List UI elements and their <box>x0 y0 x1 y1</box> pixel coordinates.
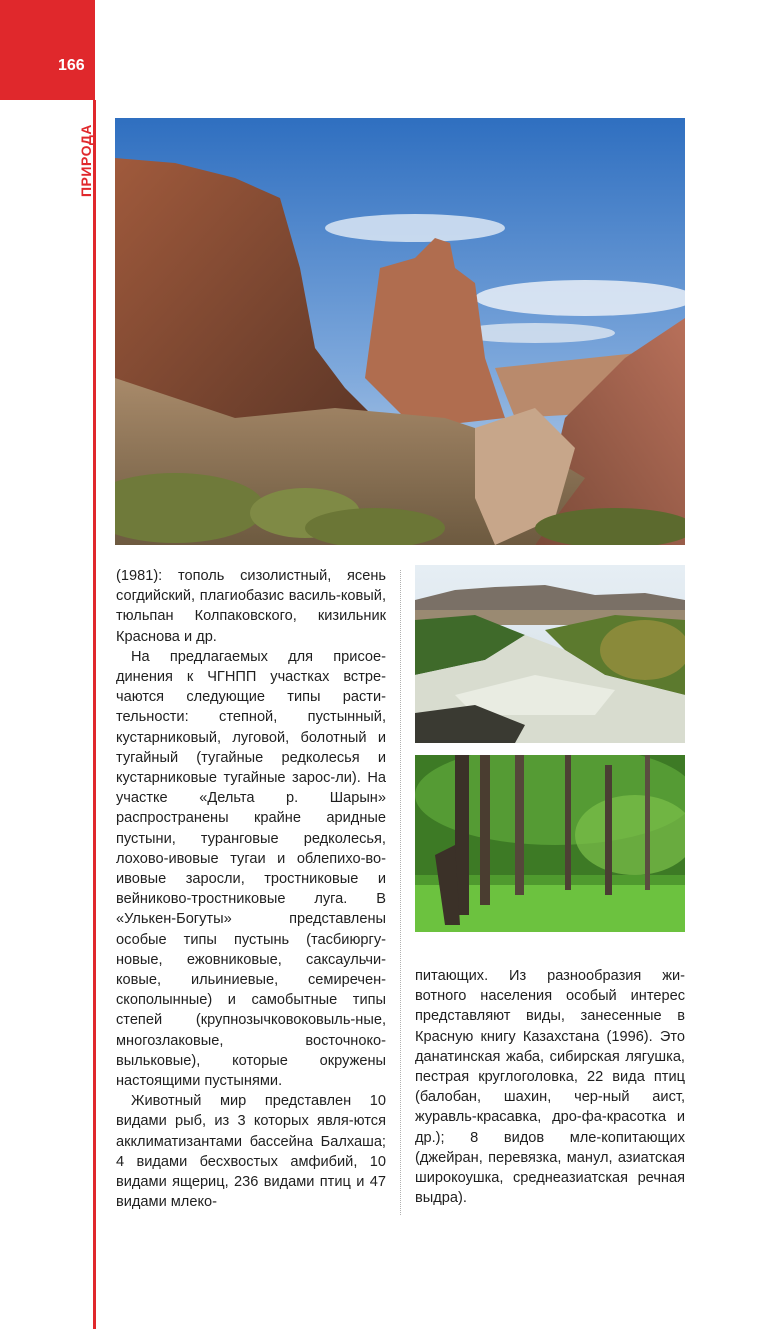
paragraph: питающих. Из разнообразия жи-вотного населения особый интерес представляют виды, занесенные в Красную книгу Казахстана (1996). Это данатинская жаба, сибирская лягушка, пестрая круглоголовка, 22 вида птиц (балобан, шахин, чер-ный аист, журавль-красавка, дро-фа-красотка и др.); 8 видов мле-копитающих (джейран, перевязка, манул, азиатская широкоушка, среднеазиатская речная выдра). <box>415 968 685 1207</box>
column-divider <box>400 570 401 1215</box>
paragraph: (1981): тополь сизолистный, ясень согдийский, плагиобазис василь-ковый, тюльпан Колпаковского, кизильник Краснова и др. <box>116 568 386 645</box>
river-photo <box>415 565 685 743</box>
paragraph: На предлагаемых для присое-динения к ЧГНПП участках встре-чаются следующие типы расти-тельности: степной, пустынный, кустарниковый, луговой, болотный и тугайный (тугайные редколесья и кустарниковые тугайные зарос-ли). На участке «Дельта р. Шарын» распространены крайне аридные пустыни, туранговые редколесья, лохово-ивовые тугаи и облепихо-во-ивовые заросли, тростниковые и вейниково-тростниковые луга. В «Улькен-Богуты» представлены особые типы пустынь (тасбиюргу-новые, ежовниковые, саксаульчи-ковые, ильиниевые, семиречен-скополынные) и самобытные типы степей (крупнозычковоковыль-ные, многозлаковые, восточноко-выльковые), которые окружены настоящими пустынями. <box>116 648 386 1090</box>
right-text-column <box>415 966 685 1208</box>
page-number: 166 <box>58 57 85 74</box>
margin-line <box>93 100 96 1329</box>
page-number-tab <box>0 0 95 100</box>
forest-photo <box>415 755 685 932</box>
paragraph: Животный мир представлен 10 видами рыб, из 3 которых явля-ются акклиматизантами бассейна Балхаша; 4 видами бесхвостых амфибий, 10 видами ящериц, 236 видами птиц и 47 видами млеко- <box>116 1093 386 1211</box>
canyon-photo <box>115 118 685 545</box>
section-label: ПРИРОДА <box>78 124 94 197</box>
left-text-column <box>116 566 386 1213</box>
